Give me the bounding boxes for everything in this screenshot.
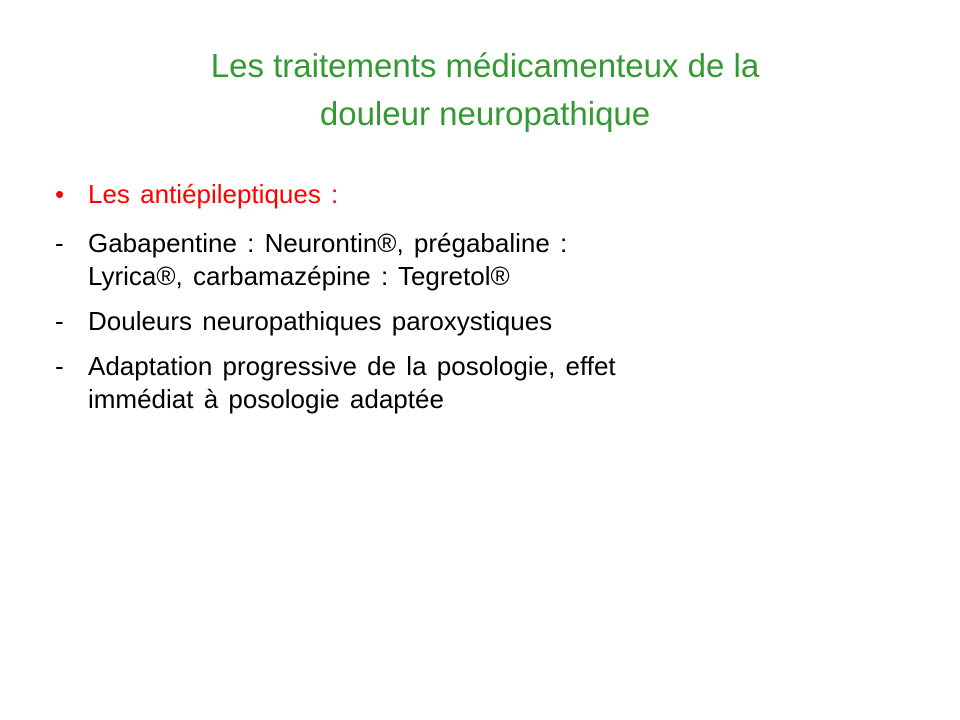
list-item-text-line-2: immédiat à posologie adaptée xyxy=(88,384,444,414)
list-item-text-line-1: Gabapentine : Neurontin®, prégabaline : xyxy=(88,228,568,258)
slide-title-line-1: Les traitements médicamenteux de la xyxy=(210,47,760,84)
bullet-heading-text: Les antiépileptiques : xyxy=(88,179,339,209)
slide-title xyxy=(60,42,910,138)
slide-content xyxy=(55,178,915,428)
list-item-text-line-1: Douleurs neuropathiques paroxystiques xyxy=(88,306,553,336)
dash-marker: - xyxy=(55,351,64,381)
list-item-medications xyxy=(55,227,915,293)
dash-marker: - xyxy=(55,228,64,258)
dash-marker: - xyxy=(55,306,64,336)
list-item-text-line-1: Adaptation progressive de la posologie, effet xyxy=(88,351,616,381)
list-item-indication xyxy=(55,305,915,338)
list-item-text-line-2: Lyrica®, carbamazépine : Tegretol® xyxy=(88,261,510,291)
slide-title-line-2: douleur neuropathique xyxy=(319,95,651,132)
bullet-marker: • xyxy=(55,179,65,209)
bullet-heading xyxy=(55,178,915,211)
list-item-dosage xyxy=(55,350,915,416)
